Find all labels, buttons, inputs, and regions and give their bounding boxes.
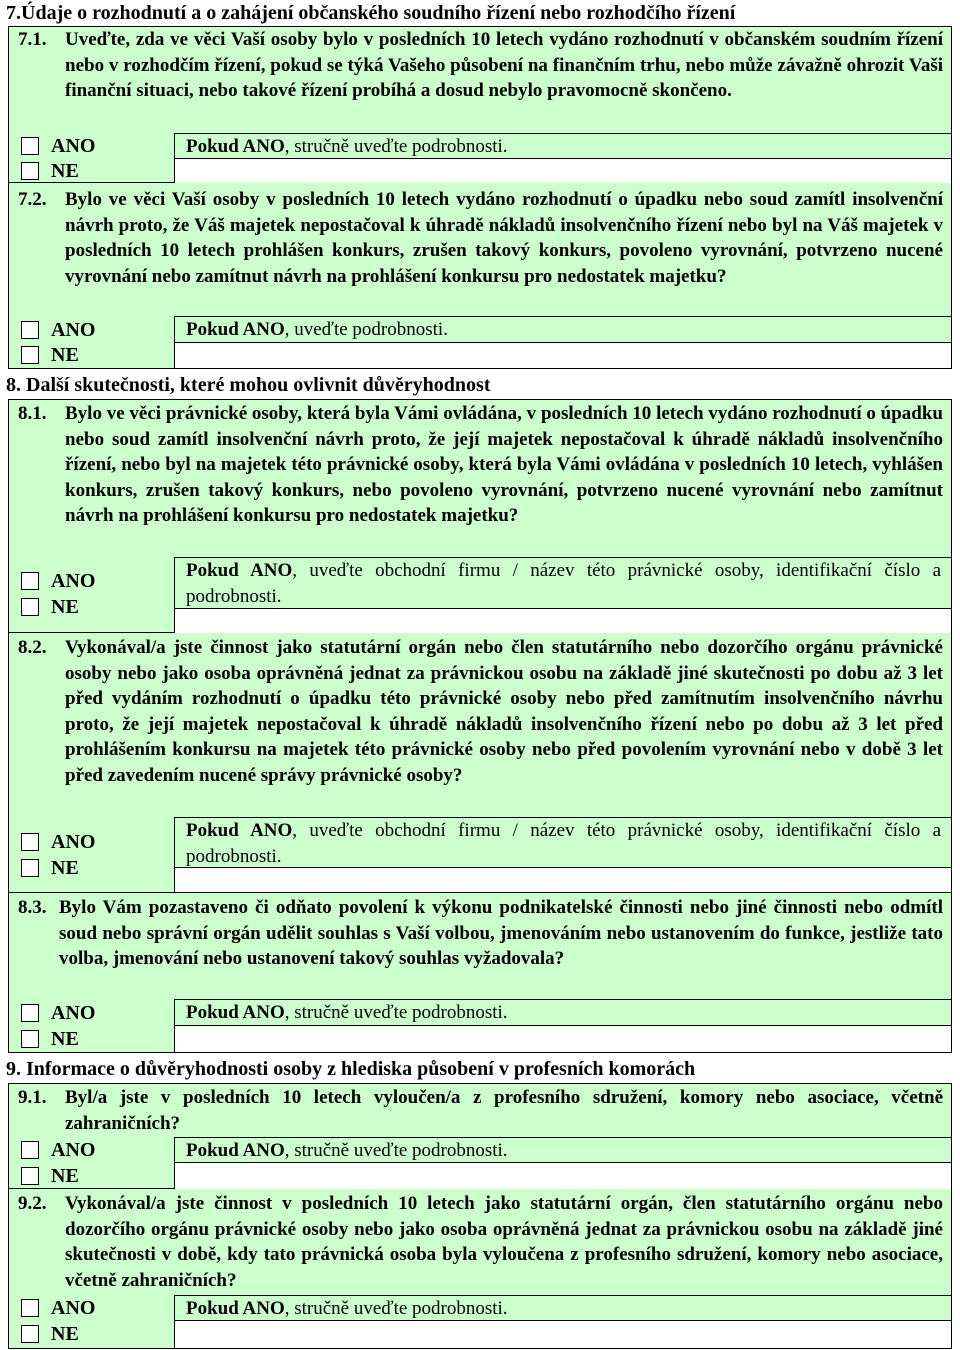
question-text: Bylo ve věci Vaší osoby v posledních 10 letech vydáno rozhodnutí o úpadku nebo soud zamítl insolvenční návrh proto, že Váš majetek nepostačoval k úhradě nákladů insolvenčního řízení nebo byl na Váš majetek v posledních 10 letech prohlášen konkurs, zrušen takový konkurs, povoleno vyrovnání, potvrzeno nucené vyrovnání nebo zamítnut návrh na prohlášení konkursu pro nedostatek majetku? xyxy=(65,189,943,287)
option-ne-label: NE xyxy=(51,160,79,182)
question-7-2 xyxy=(8,183,952,369)
details-instruction-rest: , uveďte obchodní firmu / název této právnické osoby, identifikační číslo a podrobnosti. xyxy=(186,560,942,607)
details-instruction-bold: Pokud ANO xyxy=(186,1298,285,1319)
checkbox-ne[interactable] xyxy=(21,346,39,364)
details-instruction xyxy=(186,1296,941,1322)
question-number: 9.2. xyxy=(18,1193,47,1214)
details-instruction-rest: , uveďte podrobnosti. xyxy=(284,319,448,340)
option-ne-label: NE xyxy=(51,596,79,618)
checkbox-ne[interactable] xyxy=(21,1030,39,1048)
question-7-1-text-area xyxy=(9,27,953,133)
details-instruction-bold: Pokud ANO xyxy=(186,319,285,340)
checkbox-ano[interactable] xyxy=(21,321,39,339)
question-number: 7.1. xyxy=(18,29,47,50)
details-input[interactable] xyxy=(175,867,951,892)
details-instruction-rest: , stručně uveďte podrobnosti. xyxy=(284,1002,508,1023)
option-ne-label: NE xyxy=(51,1165,79,1187)
question-8-1-text-area xyxy=(9,401,953,557)
option-ne-label: NE xyxy=(51,344,79,366)
details-input[interactable] xyxy=(175,1320,951,1348)
option-ano-label: ANO xyxy=(51,570,96,592)
details-input[interactable] xyxy=(175,1162,951,1189)
details-instruction-rest: , uveďte obchodní firmu / název této právnické osoby, identifikační číslo a podrobnosti. xyxy=(186,820,942,867)
option-ano-label: ANO xyxy=(51,1002,96,1024)
details-instruction-bold: Pokud ANO xyxy=(186,1002,285,1023)
question-text: Vykonával/a jste činnost v posledních 10 letech jako statutární orgán, člen statutárního orgánu nebo dozorčího orgánu právnické osoby nebo jako osoba oprávněná jednat za právnickou osobu na základě jiné skutečnosti v době, kdy tato právnická osoba byla vyloučena z profesního sdružení, komory nebo asociace, včetně zahraničních? xyxy=(65,1193,943,1291)
question-text: Bylo Vám pozastaveno či odňato povolení k výkonu podnikatelské činnosti nebo jiné činnosti nebo odmítl soud nebo správní orgán udělit souhlas s Vaší volbou, jmenováním nebo ustanovením do funkce, jestliže tato volba, jmenování nebo ustanovení takový souhlas vyžadovala? xyxy=(59,897,943,969)
option-ne-label: NE xyxy=(51,1028,79,1050)
details-input[interactable] xyxy=(175,158,951,183)
checkbox-ano[interactable] xyxy=(21,137,39,155)
question-text: Bylo ve věci právnické osoby, která byla Vámi ovládána, v posledních 10 letech vydáno rozhodnutí o úpadku nebo soud zamítl insolvenční návrh proto, že její majetek nepostačoval k úhradě nákladů insolvenčního řízení, nebo byl na majetek této právnické osoby, která byla Vámi ovládána v posledních 10 letech, vyhlášen konkurs, zrušen takový konkurs, nebo povoleno vyrovnání, potvrzeno nucené vyrovnání nebo zamítnut návrh na prohlášení konkursu pro nedostatek majetku? xyxy=(65,403,943,526)
question-number: 8.2. xyxy=(18,637,47,658)
details-instruction-bold: Pokud ANO xyxy=(186,820,293,841)
details-instruction xyxy=(186,558,941,609)
section-9-title: 9. Informace o důvěryhodnosti osoby z hlediska působení v profesních komorách xyxy=(6,1058,696,1080)
checkbox-ne[interactable] xyxy=(21,598,39,616)
option-ne-label: NE xyxy=(51,857,79,879)
details-instruction xyxy=(186,1000,941,1026)
section-9-heading xyxy=(4,1056,959,1082)
details-input[interactable] xyxy=(175,608,951,633)
details-instruction xyxy=(186,818,941,869)
question-8-2-text-area xyxy=(9,635,953,818)
question-9-1-text-area xyxy=(9,1085,953,1136)
details-input[interactable] xyxy=(175,342,951,368)
details-box xyxy=(174,999,951,1053)
details-box xyxy=(174,1295,951,1349)
question-9-2 xyxy=(8,1189,952,1349)
question-7-1 xyxy=(8,26,952,183)
option-ano-label: ANO xyxy=(51,135,96,157)
question-number: 8.1. xyxy=(18,403,47,424)
details-box xyxy=(174,1137,951,1190)
question-8-2 xyxy=(8,633,952,893)
checkbox-ne[interactable] xyxy=(21,859,39,877)
question-text: Byl/a jste v posledních 10 letech vyloučen/a z profesního sdružení, komory nebo asociace, včetně zahraničních? xyxy=(65,1087,943,1134)
details-box xyxy=(174,133,951,184)
question-9-2-text-area xyxy=(9,1191,953,1295)
details-instruction-rest: , stručně uveďte podrobnosti. xyxy=(284,136,508,157)
option-ne-label: NE xyxy=(51,1323,79,1345)
checkbox-ano[interactable] xyxy=(21,1141,39,1159)
details-instruction xyxy=(186,317,941,343)
question-8-3-text-area xyxy=(9,895,953,999)
question-number: 9.1. xyxy=(18,1087,47,1108)
section-7-title: 7.Údaje o rozhodnutí a o zahájení občanského soudního řízení nebo rozhodčího řízení xyxy=(6,2,736,24)
checkbox-ano[interactable] xyxy=(21,833,39,851)
checkbox-ne[interactable] xyxy=(21,162,39,180)
section-7-heading xyxy=(4,0,959,26)
details-box xyxy=(174,316,951,369)
question-text: Uveďte, zda ve věci Vaší osoby bylo v posledních 10 letech vydáno rozhodnutí v občanském soudním řízení nebo v rozhodčím řízení, pokud se týká Vašeho působení na finančním trhu, nebo může závažně ohrozit Vaši finanční situaci, nebo takové řízení probíhá a dosud nebylo pravomocně skončeno. xyxy=(65,29,943,101)
checkbox-ne[interactable] xyxy=(21,1167,39,1185)
section-8-heading xyxy=(4,372,959,398)
details-instruction-bold: Pokud ANO xyxy=(186,136,285,157)
question-8-3 xyxy=(8,893,952,1053)
details-instruction-bold: Pokud ANO xyxy=(186,1140,285,1161)
checkbox-ano[interactable] xyxy=(21,572,39,590)
checkbox-ano[interactable] xyxy=(21,1004,39,1022)
question-number: 7.2. xyxy=(18,189,47,210)
details-box xyxy=(174,817,951,893)
option-ano-label: ANO xyxy=(51,831,96,853)
details-instruction-bold: Pokud ANO xyxy=(186,560,293,581)
details-input[interactable] xyxy=(175,1025,951,1052)
details-instruction xyxy=(186,1138,941,1164)
details-box xyxy=(174,557,951,634)
question-number: 8.3. xyxy=(18,897,47,918)
question-8-1 xyxy=(8,399,952,633)
option-ano-label: ANO xyxy=(51,1297,96,1319)
question-text: Vykonával/a jste činnost jako statutární orgán nebo člen statutárního nebo dozorčího orgánu právnické osoby nebo jako osoba oprávněná jednat za právnickou osobu na základě jiné skutečnosti po dobu až 3 let před vydáním rozhodnutí o úpadku této právnické osoby nebo před zamítnutím insolvenčního návrhu proto, že její majetek nepostačoval k úhradě nákladů insolvenčního řízení nebo po dobu až 3 let před prohlášením konkursu na majetek této právnické osoby nebo před povolením vyrovnání nebo v době 3 let před zavedením nucené správy právnické osoby? xyxy=(65,637,943,786)
question-9-1 xyxy=(8,1083,952,1189)
question-7-2-text-area xyxy=(9,187,953,315)
section-8-title: 8. Další skutečnosti, které mohou ovlivnit důvěryhodnost xyxy=(6,374,491,396)
checkbox-ne[interactable] xyxy=(21,1325,39,1343)
option-ano-label: ANO xyxy=(51,319,96,341)
checkbox-ano[interactable] xyxy=(21,1299,39,1317)
details-instruction-rest: , stručně uveďte podrobnosti. xyxy=(284,1298,508,1319)
option-ano-label: ANO xyxy=(51,1139,96,1161)
details-instruction xyxy=(186,134,941,160)
details-instruction-rest: , stručně uveďte podrobnosti. xyxy=(284,1140,508,1161)
